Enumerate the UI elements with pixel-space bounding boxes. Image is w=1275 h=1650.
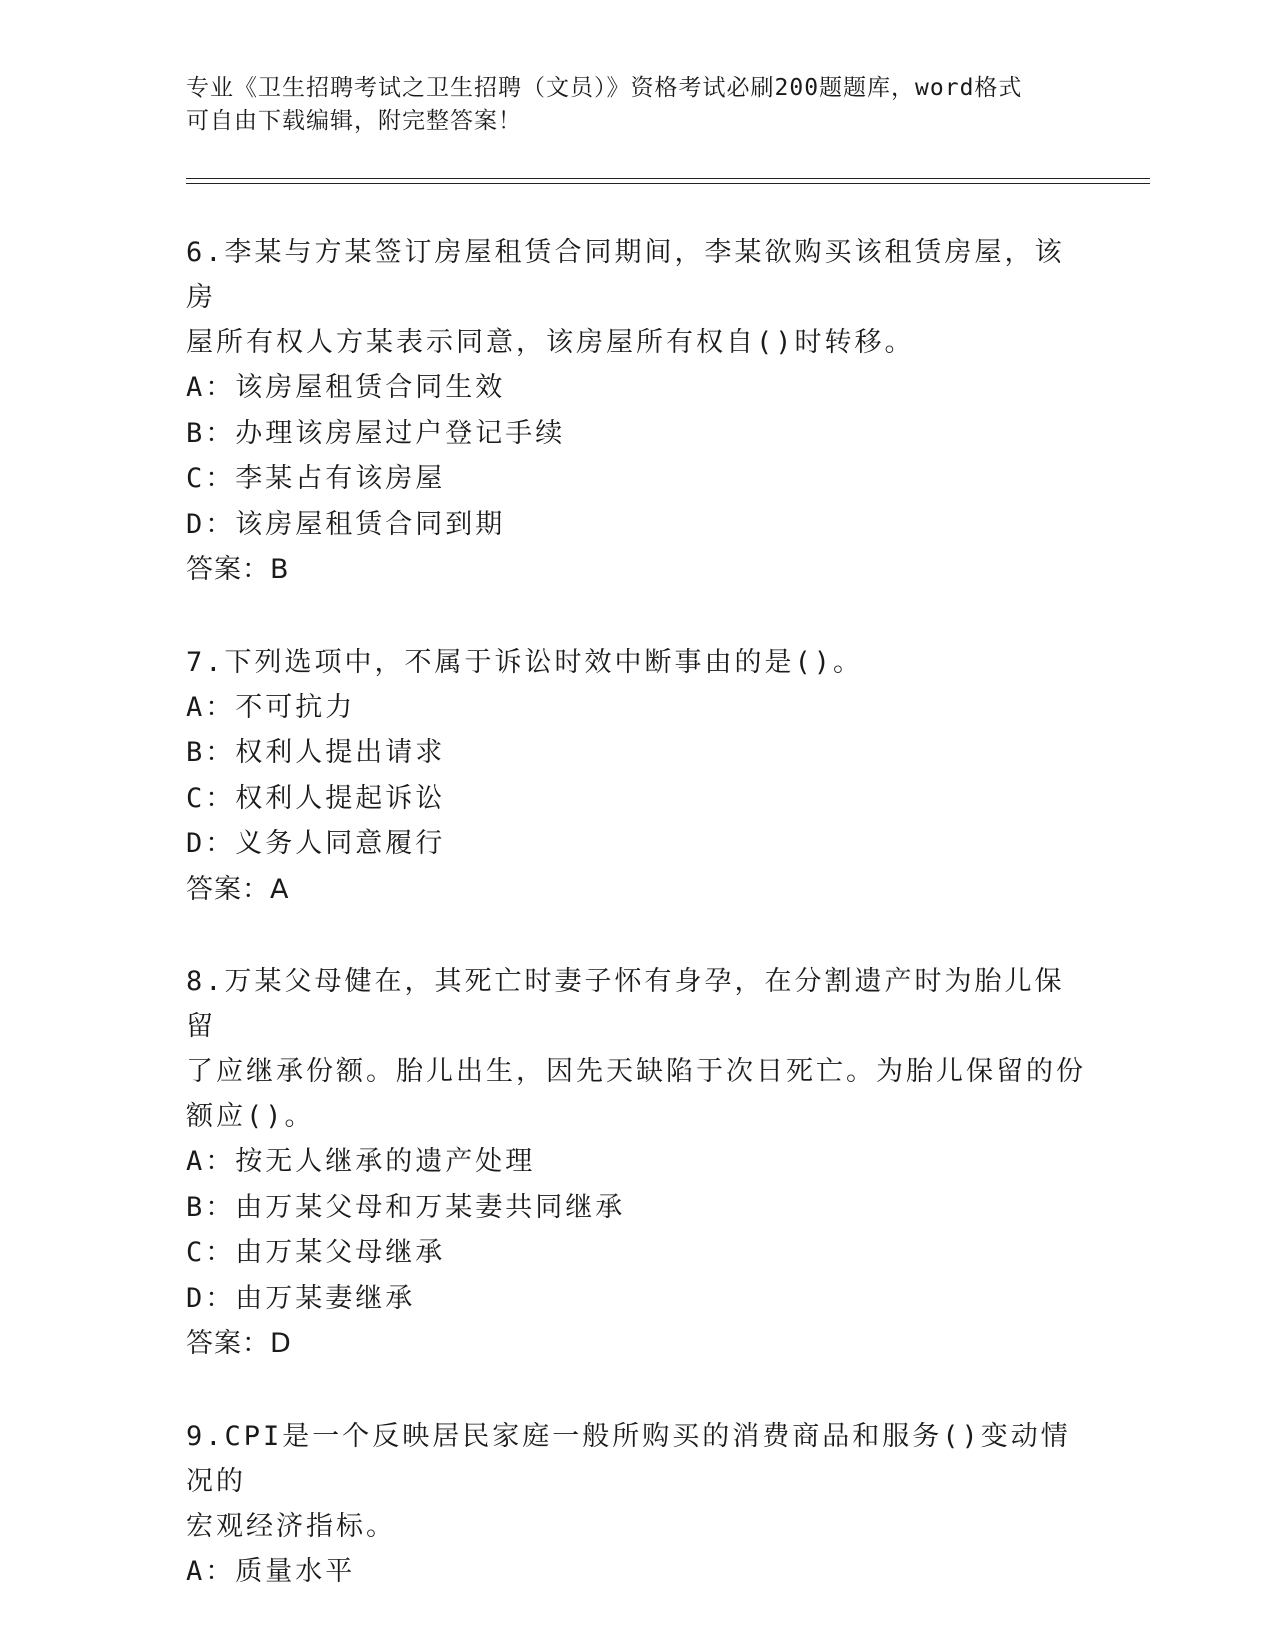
option-a: A：按无人继承的遗产处理	[186, 1146, 536, 1177]
question-stem-line: 宏观经济指标。	[186, 1510, 396, 1542]
question-6	[186, 230, 1086, 593]
option-b: B：办理该房屋过户登记手续	[186, 417, 566, 449]
answer-line: 答案：B	[186, 554, 290, 585]
header-line-2: 可自由下载编辑，附完整答案！	[186, 108, 522, 134]
question-8	[186, 959, 1086, 1367]
header-divider-bottom	[186, 183, 1150, 184]
option-c: C：李某占有该房屋	[186, 463, 446, 494]
question-stem-line: 9.CPI是一个反映居民家庭一般所购买的消费商品和服务()变动情况的	[186, 1420, 1071, 1497]
option-c: C：由万某父母继承	[186, 1237, 446, 1268]
question-stem-line: 了应继承份额。胎儿出生，因先天缺陷于次日死亡。为胎儿保留的份	[186, 1056, 1086, 1087]
header-line-1: 专业《卫生招聘考试之卫生招聘（文员）》资格考试必刷200题题库，word格式	[186, 75, 1023, 101]
question-stem-line: 6.李某与方某签订房屋租赁合同期间，李某欲购买该租赁房屋，该房	[186, 237, 1065, 313]
question-9	[186, 1414, 1086, 1595]
question-stem-line: 屋所有权人方某表示同意，该房屋所有权自()时转移。	[186, 327, 915, 358]
question-stem-line: 8.万某父母健在，其死亡时妻子怀有身孕，在分割遗产时为胎儿保留	[186, 966, 1065, 1042]
option-c: C：权利人提起诉讼	[186, 782, 446, 814]
header-divider-top	[186, 178, 1150, 179]
question-stem-line: 额应()。	[186, 1101, 315, 1132]
option-d: D：该房屋租赁合同到期	[186, 508, 506, 540]
question-list	[186, 230, 1086, 1641]
option-d: D：由万某妻继承	[186, 1282, 416, 1314]
option-b: B：由万某父母和万某妻共同继承	[186, 1191, 626, 1223]
header-note	[186, 72, 1076, 138]
answer-line: 答案：A	[186, 873, 290, 905]
option-a: A：质量水平	[186, 1555, 356, 1587]
option-a: A：该房屋租赁合同生效	[186, 372, 506, 403]
question-7	[186, 640, 1086, 913]
option-b: B：权利人提出请求	[186, 737, 446, 768]
option-d: D：义务人同意履行	[186, 828, 446, 859]
answer-line: 答案：D	[186, 1328, 292, 1359]
question-stem-line: 7.下列选项中，不属于诉讼时效中断事由的是()。	[186, 646, 864, 678]
option-a: A：不可抗力	[186, 691, 356, 723]
